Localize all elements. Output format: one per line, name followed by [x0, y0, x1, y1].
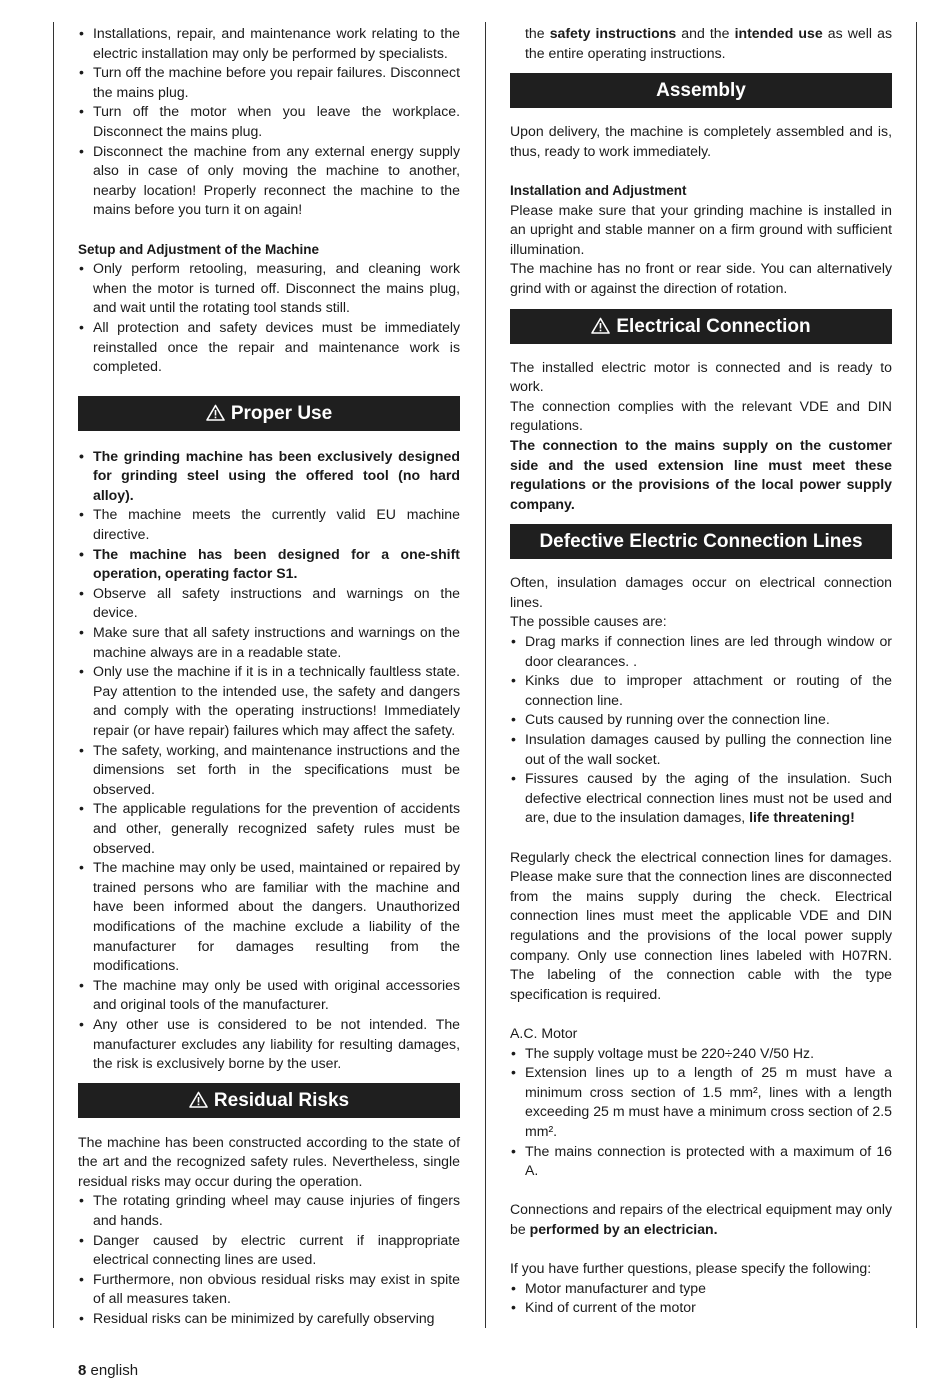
- list-item: • The grinding machine has been exclusively designed for grinding steel using the offered tool (no hard alloy).: [78, 447, 460, 506]
- list-item: • The machine meets the currently valid EU machine directive.: [78, 505, 460, 544]
- list-item: • Make sure that all safety instructions and warnings on the machine always are in a readable state.: [78, 623, 460, 662]
- defective-paragraph: Often, insulation damages occur on electrical connection lines.: [510, 574, 892, 610]
- defective-lines-header: [510, 524, 892, 559]
- list-item: • Only perform retooling, measuring, and cleaning work when the motor is turned off. Disconnect the mains plug, and wait until the rotating tool stands still.: [78, 259, 460, 318]
- electrical-connection-header: [510, 309, 892, 344]
- assembly-paragraph: Upon delivery, the machine is completely assembled and is, thus, ready to work immediately.: [510, 123, 892, 159]
- proper-use-title: Proper Use: [230, 402, 333, 424]
- questions-paragraph: If you have further questions, please specify the following:: [510, 1260, 872, 1277]
- ac-motor-label: A.C. Motor: [510, 1024, 578, 1041]
- warning-triangle-icon: [206, 398, 225, 433]
- text-run-bold: safety instructions: [549, 25, 677, 41]
- center-column-rule: [485, 22, 486, 1328]
- continued-paragraph: [510, 24, 892, 63]
- text-run-bold: performed by an electrician.: [529, 1220, 718, 1237]
- installation-subheading: Installation and Adjustment: [510, 182, 687, 198]
- left-margin-rule: [53, 22, 54, 1328]
- text-run: and the: [676, 25, 735, 41]
- list-item: • Extension lines up to a length of 25 m must have a minimum cross section of 1.5 mm², lines with a length exceeding 25 m must have a minimum cross section of 2.5 mm².: [510, 1063, 892, 1141]
- list-item: • Disconnect the machine from any external energy supply also in case of only moving the machine to another, nearby location! Properly reconnect the machine to the mains before you turn it on again!: [78, 142, 460, 220]
- list-item: • The machine may only be used with original accessories and original tools of the manufacturer.: [78, 976, 460, 1015]
- proper-use-bullet-list: [78, 447, 460, 1074]
- text-run: Fissures caused by the aging of the insulation. Such defective electrical connection lines must not be used and are, due to the insulation damages,: [525, 770, 892, 826]
- list-item: • Turn off the machine before you repair failures. Disconnect the mains plug.: [78, 63, 460, 102]
- residual-risks-title: Residual Risks: [213, 1089, 350, 1111]
- setup-bullet-list: [78, 259, 460, 377]
- proper-use-header: [78, 396, 460, 431]
- maintenance-bullet-list: [78, 24, 460, 220]
- defective-paragraph: The possible causes are:: [510, 613, 667, 630]
- list-item: • The supply voltage must be 220÷240 V/50 Hz.: [510, 1044, 892, 1064]
- list-item: • The applicable regulations for the prevention of accidents and other, generally recognized safety rules must be observed.: [78, 799, 460, 858]
- text-run-bold: intended use: [734, 25, 823, 41]
- list-item: • Kind of current of the motor: [510, 1298, 892, 1318]
- list-item: • Any other use is considered to be not intended. The manufacturer excludes any liability for resulting damages, the risk is exclusively borne by the user.: [78, 1015, 460, 1074]
- warning-triangle-icon: [189, 1085, 208, 1120]
- list-item: • Furthermore, non obvious residual risks may exist in spite of all measures taken.: [78, 1270, 460, 1309]
- list-item: • Kinks due to improper attachment or routing of the connection line.: [510, 671, 892, 710]
- list-item: • Only use the machine if it is in a technically faultless state. Pay attention to the intended use, the safety and dangers and comply with the operating instructions! Immediately repair (or have repair) failures which may affect the safety.: [78, 662, 460, 740]
- warning-triangle-icon: [591, 311, 610, 346]
- electrical-paragraph: The connection complies with the relevant VDE and DIN regulations.: [510, 397, 892, 434]
- questions-list: [510, 1279, 892, 1318]
- assembly-header: [510, 73, 892, 108]
- list-item: • Drag marks if connection lines are led through window or door clearances. .: [510, 632, 892, 671]
- residual-risks-header: [78, 1083, 460, 1118]
- list-item: • Danger caused by electric current if inappropriate electrical connecting lines are used.: [78, 1231, 460, 1270]
- right-margin-rule: [916, 22, 917, 1328]
- installation-paragraph: Please make sure that your grinding machine is installed in an upright and stable manner on a firm ground with sufficient illumination.: [510, 201, 892, 257]
- list-item: • Installations, repair, and maintenance work relating to the electric installation may only be performed by specialists.: [78, 24, 460, 63]
- residual-intro-paragraph: The machine has been constructed according to the state of the art and the recognized safety rules. Nevertheless, single residual risks may occur during the operation.: [78, 1133, 460, 1189]
- list-item: • Turn off the motor when you leave the workplace. Disconnect the mains plug.: [78, 102, 460, 141]
- electrical-paragraph-bold: The connection to the mains supply on the customer side and the used extension line must meet these regulations or the provisions of the local power supply company.: [510, 436, 892, 512]
- electrical-connection-title: Electrical Connection: [616, 315, 811, 337]
- defective-causes-list: [510, 632, 892, 828]
- defective-lines-title: Defective Electric Connection Lines: [539, 531, 863, 553]
- text-run: the: [525, 25, 550, 41]
- repairs-paragraph: [510, 1200, 892, 1239]
- list-item: • The machine has been designed for a one-shift operation, operating factor S1.: [78, 545, 460, 584]
- list-item: • The machine may only be used, maintained or repaired by trained persons who are familiar with the machine and have been informed about the dangers. Unauthorized modifications of the machine exclude a liability of the manufacturer for damages resulting from the modifications.: [78, 858, 460, 976]
- list-item: [510, 769, 892, 828]
- list-item: • Residual risks can be minimized by carefully observing: [78, 1309, 460, 1329]
- list-item: • All protection and safety devices must be immediately reinstalled once the repair and maintenance work is completed.: [78, 318, 460, 377]
- text-run: Connections and repairs of the electrical equipment may only be: [510, 1201, 892, 1237]
- list-item: • Motor manufacturer and type: [510, 1279, 892, 1299]
- list-item: • Cuts caused by running over the connection line.: [510, 710, 892, 730]
- list-item: • Observe all safety instructions and warnings on the device.: [78, 584, 460, 623]
- residual-bullet-list: [78, 1191, 460, 1328]
- list-item: • The rotating grinding wheel may cause injuries of fingers and hands.: [78, 1191, 460, 1230]
- footer-language: english: [90, 1362, 139, 1379]
- text-run-bold: life threatening!: [749, 809, 855, 826]
- right-column: [510, 24, 892, 1318]
- assembly-title: Assembly: [656, 80, 746, 102]
- ac-motor-list: [510, 1044, 892, 1181]
- list-item: • The mains connection is protected with a maximum of 16 A.: [510, 1142, 892, 1181]
- left-column: [78, 24, 460, 1329]
- installation-paragraph: The machine has no front or rear side. You can alternatively grind with or against the direction of rotation.: [510, 260, 892, 296]
- check-paragraph: Regularly check the electrical connection lines for damages. Please make sure that the connection lines are disconnected from the mains supply during the check. Electrical connection lines must meet the applicable VDE and DIN regulations and the provisions of the local power supply company. Only use connection lines labeled with H07RN. The labeling of the connection cable with the type specification is required.: [510, 848, 892, 1002]
- electrical-paragraph: The installed electric motor is connected and is ready to work.: [510, 358, 892, 395]
- text-run: as well as the entire operating instructions.: [525, 25, 893, 61]
- list-item: • Insulation damages caused by pulling the connection line out of the wall socket.: [510, 730, 892, 769]
- page-footer: [78, 1362, 138, 1379]
- list-item: • The safety, working, and maintenance instructions and the dimensions set forth in the specifications must be observed.: [78, 741, 460, 800]
- page-number: 8: [78, 1362, 87, 1379]
- setup-subheading: Setup and Adjustment of the Machine: [78, 241, 320, 257]
